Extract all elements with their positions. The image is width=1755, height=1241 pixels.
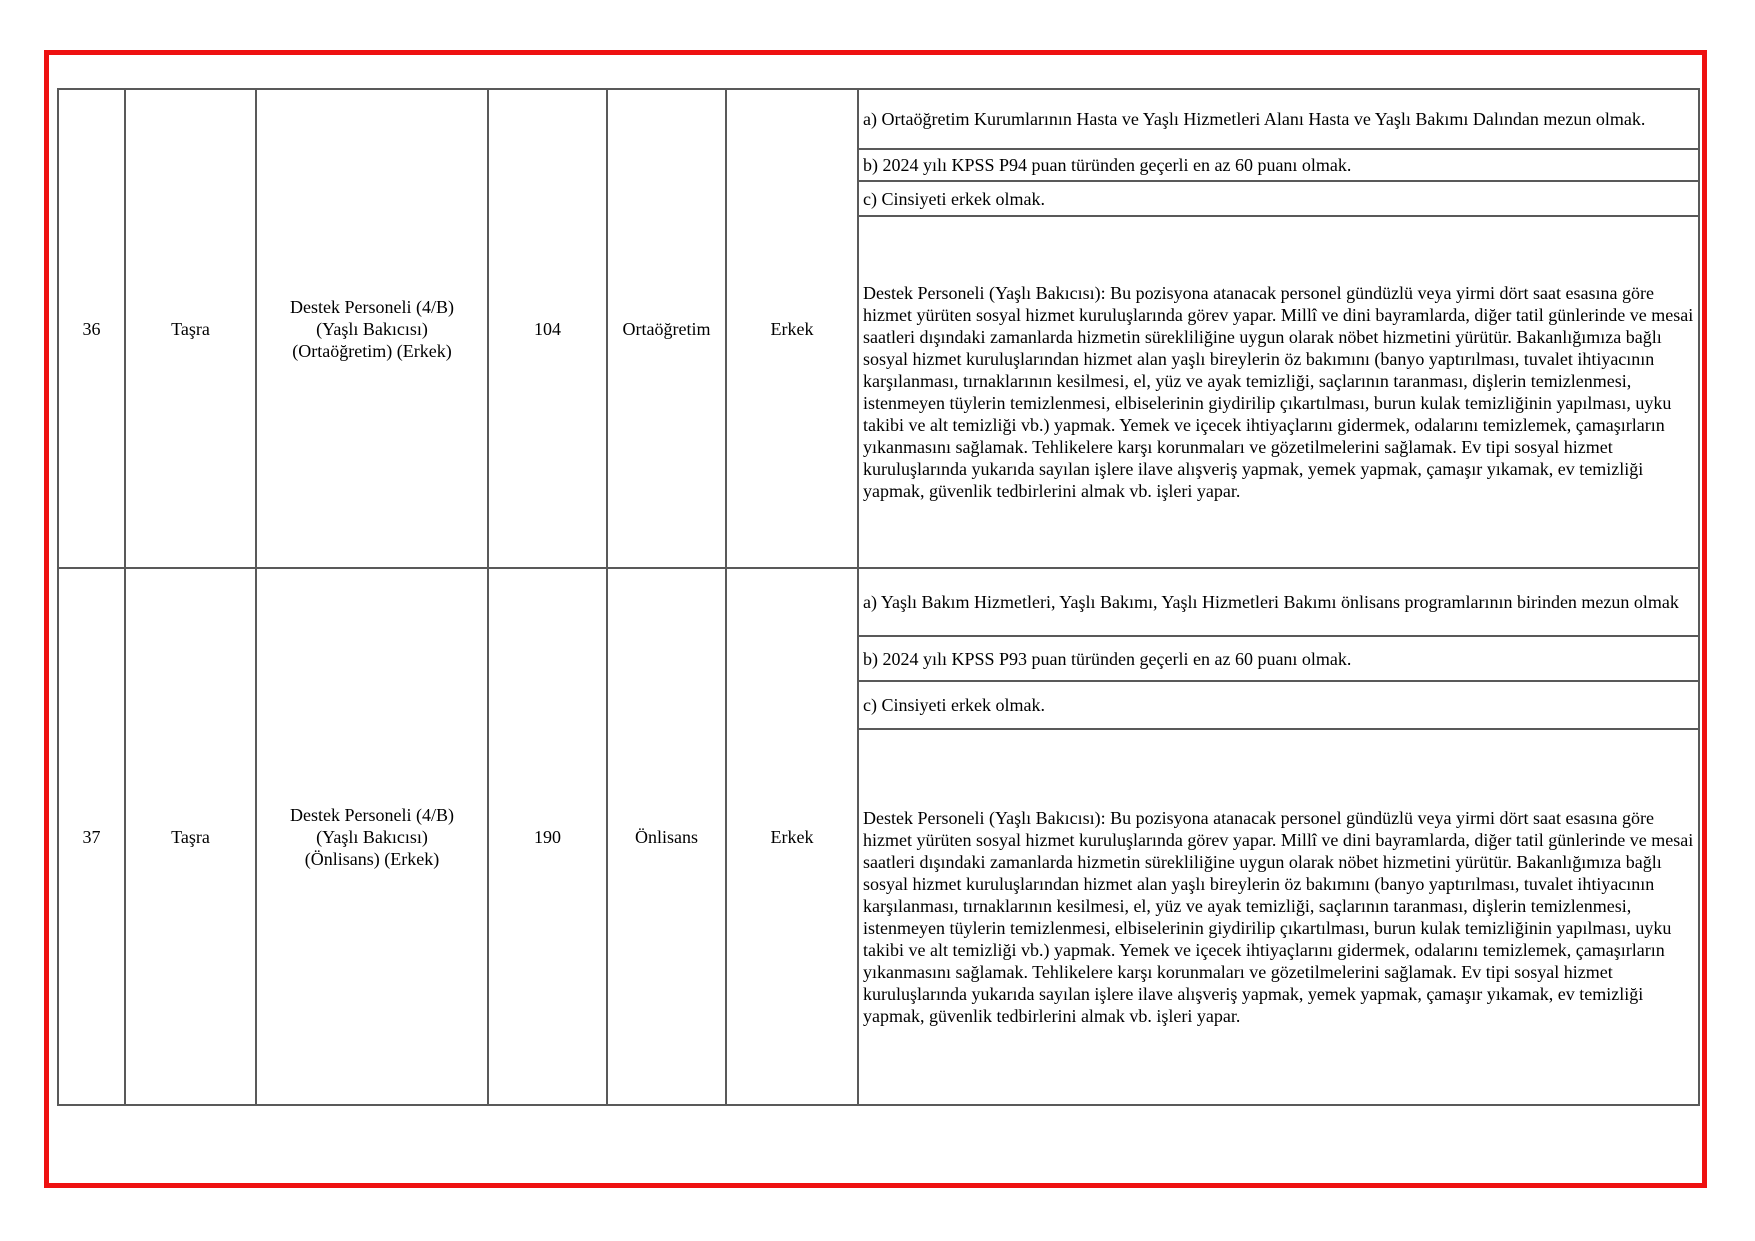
position-title-cell xyxy=(256,568,488,1105)
education-level-cell: Önlisans xyxy=(607,568,726,1105)
table-row xyxy=(58,568,1699,636)
job-postings-table xyxy=(57,88,1700,1106)
location-cell: Taşra xyxy=(125,89,256,568)
row-number-cell: 37 xyxy=(58,568,125,1105)
requirement-b-cell: b) 2024 yılı KPSS P93 puan türünden geçerli en az 60 puanı olmak. xyxy=(858,636,1699,681)
position-count-cell: 104 xyxy=(488,89,607,568)
requirement-a-cell: a) Ortaöğretim Kurumlarının Hasta ve Yaşlı Hizmetleri Alanı Hasta ve Yaşlı Bakımı Dalından mezun olmak. xyxy=(858,89,1699,149)
education-level-cell: Ortaöğretim xyxy=(607,89,726,568)
position-title-line: (Yaşlı Bakıcısı) xyxy=(316,318,428,339)
red-page-border xyxy=(44,50,1707,1188)
position-title-line: Destek Personeli (4/B) xyxy=(290,296,454,317)
position-title-line: Destek Personeli (4/B) xyxy=(290,804,454,825)
job-description-cell: Destek Personeli (Yaşlı Bakıcısı): Bu pozisyona atanacak personel gündüzlü veya yirmi dört saat esasına göre hizmet yürüten sosyal hizmet kuruluşlarında görev yapar. Millî ve dini bayramlarda, diğer tatil günlerinde ve mesai saatleri dışındaki zamanlarda hizmetin sürekliliğine uygun olarak nöbet hizmetini yürütür. Bakanlığımıza bağlı sosyal hizmet kuruluşlarından hizmet alan yaşlı bireylerin öz bakımını (banyo yaptırılması, tuvalet ihtiyacının karşılanması, tırnaklarının kesilmesi, el, yüz ve ayak temizliği, saçlarının taranması, dişlerin temizlenmesi, istenmeyen tüylerin temizlenmesi, elbiselerinin giydirilip çıkartılması, burun kulak temizliğinin yapılması, uyku takibi ve alt temizliği vb.) yapmak. Yemek ve içecek ihtiyaçlarını gidermek, odalarını temizlemek, çamaşırların yıkanmasını sağlamak. Tehlikelere karşı korunmaları ve gözetilmelerini sağlamak. Ev tipi sosyal hizmet kuruluşlarında yukarıda sayılan işlere ilave alışveriş yapmak, yemek yapmak, çamaşır yıkamak, ev temizliği yapmak, güvenlik tedbirlerini almak vb. işleri yapar. xyxy=(858,216,1699,568)
gender-cell: Erkek xyxy=(726,89,858,568)
row-number-cell: 36 xyxy=(58,89,125,568)
job-description-cell: Destek Personeli (Yaşlı Bakıcısı): Bu pozisyona atanacak personel gündüzlü veya yirmi dört saat esasına göre hizmet yürüten sosyal hizmet kuruluşlarında görev yapar. Millî ve dini bayramlarda, diğer tatil günlerinde ve mesai saatleri dışındaki zamanlarda hizmetin sürekliliğine uygun olarak nöbet hizmetini yürütür. Bakanlığımıza bağlı sosyal hizmet kuruluşlarından hizmet alan yaşlı bireylerin öz bakımını (banyo yaptırılması, tuvalet ihtiyacının karşılanması, tırnaklarının kesilmesi, el, yüz ve ayak temizliği, saçlarının taranması, dişlerin temizlenmesi, istenmeyen tüylerin temizlenmesi, elbiselerinin giydirilip çıkartılması, burun kulak temizliğinin yapılması, uyku takibi ve alt temizliği vb.) yapmak. Yemek ve içecek ihtiyaçlarını gidermek, odalarını temizlemek, çamaşırların yıkanmasını sağlamak. Tehlikelere karşı korunmaları ve gözetilmelerini sağlamak. Ev tipi sosyal hizmet kuruluşlarında yukarıda sayılan işlere ilave alışveriş yapmak, yemek yapmak, çamaşır yıkamak, ev temizliği yapmak, güvenlik tedbirlerini almak vb. işleri yapar. xyxy=(858,729,1699,1105)
gender-cell: Erkek xyxy=(726,568,858,1105)
position-count-cell: 190 xyxy=(488,568,607,1105)
requirement-b-cell: b) 2024 yılı KPSS P94 puan türünden geçerli en az 60 puanı olmak. xyxy=(858,149,1699,181)
table-row xyxy=(58,89,1699,149)
location-cell: Taşra xyxy=(125,568,256,1105)
requirement-c-cell: c) Cinsiyeti erkek olmak. xyxy=(858,181,1699,216)
requirement-c-cell: c) Cinsiyeti erkek olmak. xyxy=(858,681,1699,729)
position-title-cell xyxy=(256,89,488,568)
position-title-line: (Önlisans) (Erkek) xyxy=(304,848,440,869)
position-title-line: (Yaşlı Bakıcısı) xyxy=(316,826,428,847)
requirement-a-cell: a) Yaşlı Bakım Hizmetleri, Yaşlı Bakımı, Yaşlı Hizmetleri Bakımı önlisans programlarının birinden mezun olmak xyxy=(858,568,1699,636)
position-title-line: (Ortaöğretim) (Erkek) xyxy=(292,340,452,361)
